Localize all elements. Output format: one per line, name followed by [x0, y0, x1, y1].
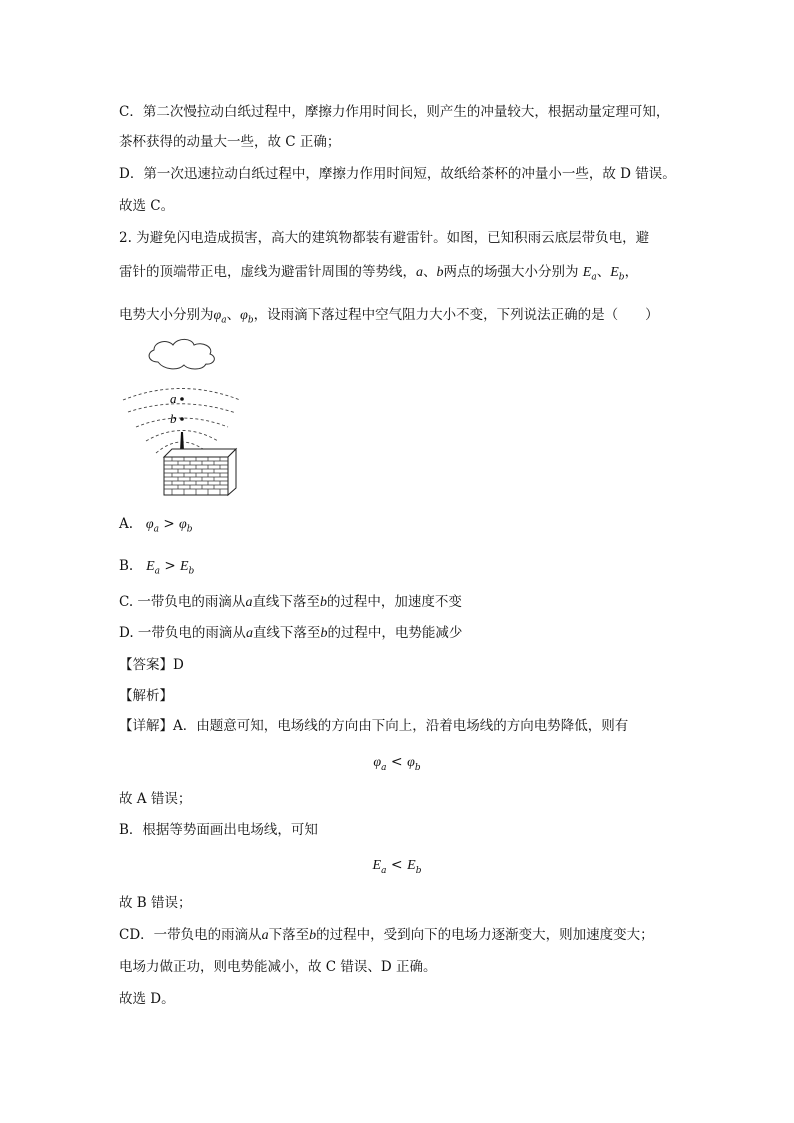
- lightning-rod: [180, 432, 184, 451]
- question-line3: 电势大小分别为$\varphi_a$、$\varphi_b$，设雨滴下落过程中空气阻力大小不变，下列说法正确的是（ ）: [119, 307, 659, 326]
- formula-e: $E_a < E_b$: [372, 857, 422, 876]
- question-line2: 雷针的顶端带正电，虚线为避雷针周围的等势线，a、b两点的场强大小分别为 $E_a$、$E_b$，: [119, 264, 639, 283]
- prev-option-c-line1: C．第二次慢拉动白纸过程中，摩擦力作用时间长，则产生的冲量较大，根据动量定理可知，: [119, 104, 670, 120]
- label-a: a: [170, 391, 177, 406]
- analysis-cd-line1: CD．一带负电的雨滴从a下落至b的过程中，受到向下的电场力逐渐变大，则加速度变大；: [119, 927, 654, 943]
- option-a: A. $\varphi_a > \varphi_b$: [119, 516, 193, 535]
- option-c: C. 一带负电的雨滴从a直线下落至b的过程中，加速度不变: [119, 594, 462, 610]
- label-b: b: [170, 411, 177, 426]
- analysis-a-conclusion: 故 A 错误；: [119, 791, 192, 807]
- question-line1: 2. 为避免闪电造成损害，高大的建筑物都装有避雷针。如图，已知积雨云底层带负电，避: [119, 230, 650, 246]
- brick-building: [164, 449, 236, 495]
- cloud: [149, 339, 214, 369]
- prev-choose: 故选 C。: [119, 198, 175, 214]
- prev-option-c-line2: 茶杯获得的动量大一些，故 C 正确；: [119, 134, 341, 150]
- option-b: B. $E_a > E_b$: [119, 558, 195, 577]
- analysis-cd-line2: 电场力做正功，则电势能减小，故 C 错误、D 正确。: [119, 959, 437, 975]
- analysis-choose: 故选 D。: [119, 991, 175, 1007]
- formula-phi: $\varphi_a < \varphi_b$: [373, 754, 421, 773]
- answer: 【答案】D: [119, 657, 184, 673]
- analysis-a: 【详解】A．由题意可知，电场线的方向由下向上，沿着电场线的方向电势降低，则有: [119, 718, 629, 734]
- lightning-rod-figure: [118, 335, 248, 500]
- prev-option-d: D．第一次迅速拉动白纸过程中，摩擦力作用时间短，故纸给茶杯的冲量小一些，故 D 错误。: [119, 166, 676, 182]
- analysis-b: B．根据等势面画出电场线，可知: [119, 822, 318, 838]
- analysis-title: 【解析】: [119, 688, 173, 704]
- analysis-b-conclusion: 故 B 错误；: [119, 895, 192, 911]
- point-a: [180, 397, 184, 401]
- point-b: [180, 417, 184, 421]
- option-d: D. 一带负电的雨滴从a直线下落至b的过程中，电势能减少: [119, 625, 463, 641]
